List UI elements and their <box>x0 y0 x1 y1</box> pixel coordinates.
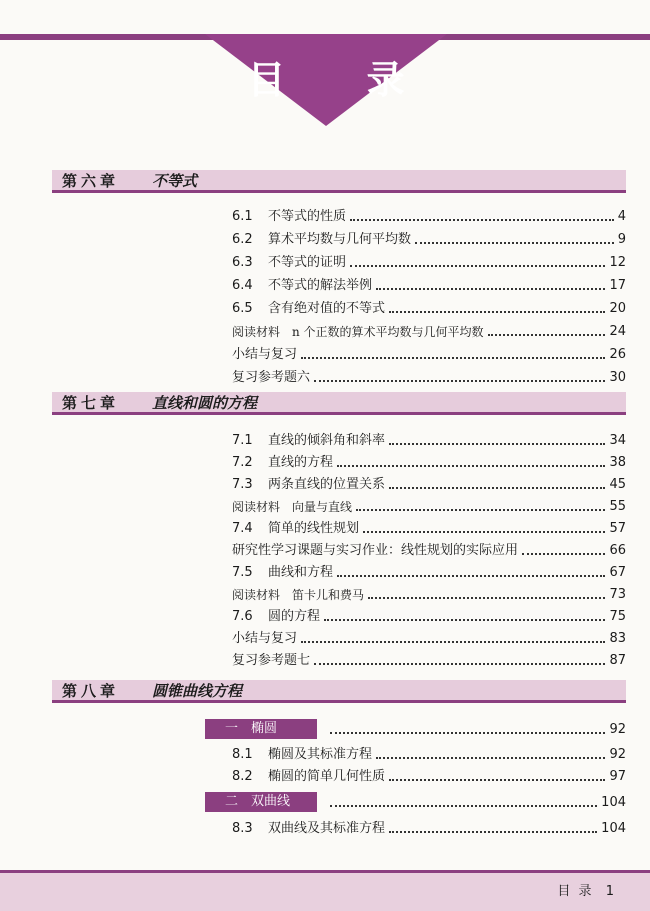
toc-entry[interactable]: 小结与复习 83 <box>232 631 626 646</box>
toc-entry[interactable]: 6.2 算术平均数与几何平均数 9 <box>232 232 626 247</box>
toc-entry[interactable]: 7.6 圆的方程 75 <box>232 609 626 624</box>
toc-entry[interactable]: 复习参考题七 87 <box>232 653 626 668</box>
toc-entry[interactable]: 8.1 椭圆及其标准方程 92 <box>232 747 626 762</box>
toc-entry-reading[interactable]: 阅读材料 向量与直线 55 <box>232 499 626 514</box>
page-footer <box>557 880 616 899</box>
chapter-name: 不等式 <box>152 172 198 190</box>
toc-entry[interactable]: 研究性学习课题与实习作业：线性规划的实际应用 66 <box>232 543 626 558</box>
section-label-ellipse[interactable]: 一 椭圆 <box>205 719 317 739</box>
chapter-name: 直线和圆的方程 <box>152 394 258 412</box>
toc-entry[interactable]: 6.5 含有绝对值的不等式 20 <box>232 301 626 316</box>
section-leader: 104 <box>330 792 626 812</box>
section-leader: 92 <box>330 719 626 739</box>
toc-entry[interactable]: 7.4 简单的线性规划 57 <box>232 521 626 536</box>
footer-label: 目 录 <box>557 884 594 899</box>
chapter-heading-7 <box>52 392 626 414</box>
toc-entry[interactable]: 7.1 直线的倾斜角和斜率 34 <box>232 433 626 448</box>
chapter-heading-6 <box>52 170 626 192</box>
chapter-number: 第六章 <box>62 172 120 190</box>
toc-entry[interactable]: 6.3 不等式的证明 12 <box>232 255 626 270</box>
footer-band <box>0 873 650 911</box>
chapter-heading-8 <box>52 680 626 702</box>
toc-entry[interactable]: 6.4 不等式的解法举例 17 <box>232 278 626 293</box>
toc-entry[interactable]: 复习参考题六 30 <box>232 370 626 385</box>
toc-entry[interactable]: 7.2 直线的方程 38 <box>232 455 626 470</box>
toc-entry[interactable]: 小结与复习 26 <box>232 347 626 362</box>
page-number: 1 <box>605 884 616 899</box>
chapter-number: 第七章 <box>62 394 120 412</box>
section-label-hyperbola[interactable]: 二 双曲线 <box>205 792 317 812</box>
chapter-number: 第八章 <box>62 682 120 700</box>
toc-entry-reading[interactable]: 阅读材料 笛卡儿和费马 73 <box>232 587 626 602</box>
toc-entry[interactable]: 8.3 双曲线及其标准方程 104 <box>232 821 626 836</box>
toc-entry[interactable]: 7.5 曲线和方程 67 <box>232 565 626 580</box>
toc-entry[interactable]: 6.1 不等式的性质 4 <box>232 209 626 224</box>
page-title: 目 录 <box>247 58 439 102</box>
chapter-name: 圆锥曲线方程 <box>152 682 243 700</box>
toc-entry-reading[interactable]: 阅读材料 n 个正数的算术平均数与几何平均数 24 <box>232 324 626 339</box>
toc-entry[interactable]: 7.3 两条直线的位置关系 45 <box>232 477 626 492</box>
toc-entry[interactable]: 8.2 椭圆的简单几何性质 97 <box>232 769 626 784</box>
